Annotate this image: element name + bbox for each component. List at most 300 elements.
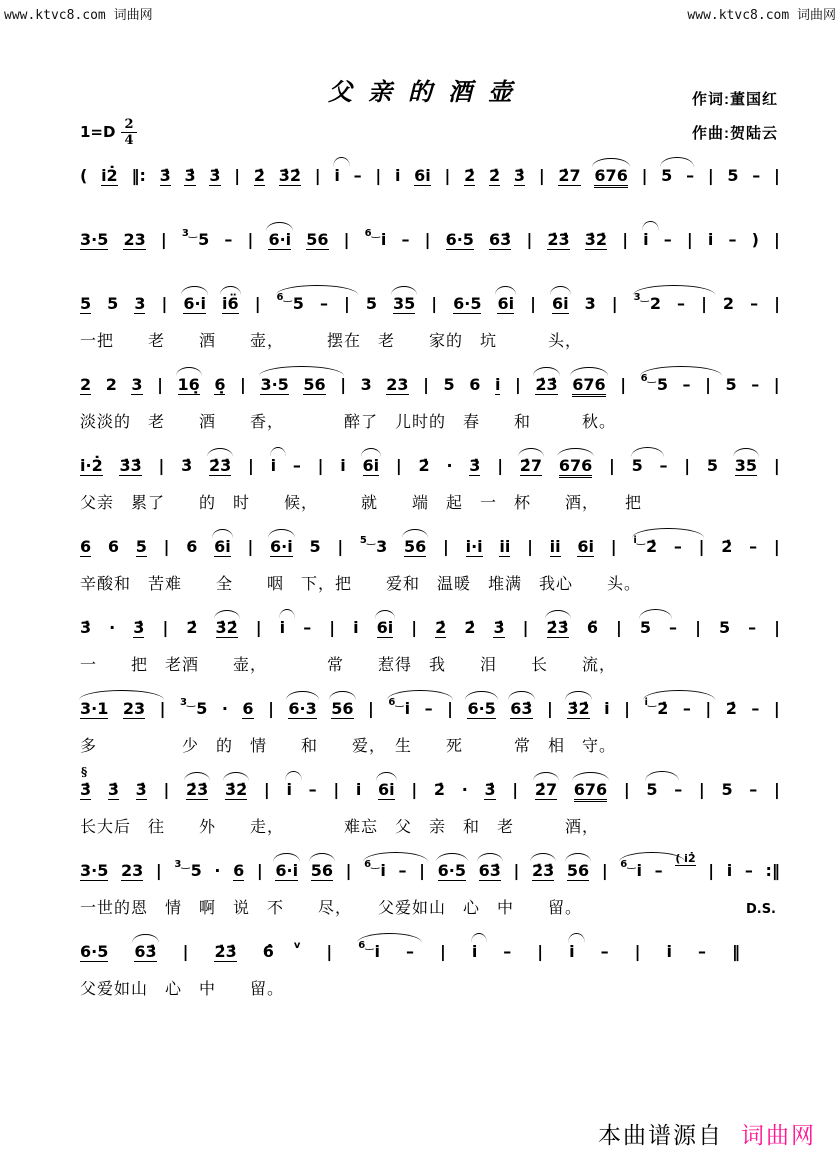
music-token: $^{6‿}$i: [388, 697, 411, 718]
music-token: –: [677, 294, 686, 313]
music-token: 56: [331, 699, 354, 718]
music-token: 5: [646, 780, 658, 799]
music-token: –: [303, 618, 312, 637]
music-row: [80, 156, 780, 198]
music-token: |: [240, 375, 246, 394]
music-token: 6i: [362, 456, 380, 475]
grace-note: 3‿: [181, 228, 198, 239]
footer-credit-text: 本曲谱源自: [598, 1122, 723, 1148]
music-token: |: [530, 294, 536, 313]
lyric-row: [80, 652, 780, 675]
music-token: |: [248, 456, 254, 475]
music-token: |: [623, 780, 630, 799]
music-token: ‖: [731, 942, 740, 961]
lyric-row: [80, 490, 780, 513]
music-token: |: [522, 618, 529, 637]
grace-note: 3‿: [179, 697, 196, 708]
grace-note: 6‿: [364, 228, 380, 239]
key-signature: [80, 118, 137, 147]
music-token: 6: [186, 537, 198, 556]
music-token: 6·5: [453, 294, 482, 313]
music-token: 3·5: [260, 375, 289, 394]
grace-note: 6‿: [358, 940, 374, 951]
music-token: |: [419, 861, 425, 880]
music-token: |: [343, 230, 350, 249]
music-token: 2̇: [433, 780, 445, 799]
lyric-text: 辛酸和 苦难 全 咽 下，把 爱和 温暖 堆满 我心 头。: [80, 576, 642, 593]
music-token: 6i: [378, 780, 395, 799]
music-token: 676: [574, 782, 607, 802]
music-token: 3̇: [80, 618, 92, 637]
score-line: [80, 284, 780, 351]
grace-note: i‿: [644, 697, 657, 708]
music-token: –: [292, 456, 301, 475]
music-token: |: [527, 537, 533, 556]
music-token: |: [439, 942, 446, 961]
music-token: |: [514, 375, 521, 394]
lyric-row: [80, 814, 780, 837]
music-token: –: [744, 861, 753, 880]
music-token: –: [224, 230, 233, 249]
music-token: i: [707, 230, 714, 249]
score-line: [80, 446, 780, 513]
music-token: 5: [721, 780, 733, 799]
music-token: $^{6‿}$i: [620, 859, 643, 880]
music-token: ·: [461, 780, 468, 799]
music-token: |: [708, 861, 715, 880]
music-token: i: [726, 861, 733, 880]
music-token: $^{3‿}$5: [181, 228, 210, 249]
music-token: 5: [727, 166, 739, 185]
lyric-text: 多 少 的 情 和 爱， 生 死 常 相 守。: [80, 738, 617, 755]
music-token: |: [616, 618, 622, 637]
music-token: |: [641, 166, 648, 185]
score-line: [80, 689, 780, 756]
music-token: 5: [718, 618, 731, 637]
music-token: |: [268, 699, 274, 718]
music-token: 2̇: [186, 618, 198, 637]
music-token: ·: [446, 456, 453, 475]
music-token: –: [424, 699, 433, 718]
music-token: 3̇3̇: [119, 456, 142, 475]
music-token: 6·i: [183, 294, 207, 313]
ds-mark: D.S.: [745, 902, 776, 917]
music-token: 2: [722, 294, 735, 313]
music-token: 6i: [214, 537, 231, 556]
music-token: 3̇: [493, 618, 505, 637]
music-token: 2̇3̇: [214, 942, 237, 961]
music-token: 23: [386, 375, 409, 394]
music-token: |: [423, 375, 429, 394]
music-row: [80, 527, 780, 569]
music-token: $^{6‿}$i: [364, 228, 387, 249]
music-token: 3̇2̇: [215, 618, 238, 637]
score-line: [80, 220, 780, 262]
music-token: $^{i‿}$2̇: [644, 697, 669, 718]
music-token: 2̇7: [534, 780, 558, 799]
music-token: |: [684, 456, 691, 475]
music-token: |: [234, 166, 241, 185]
watermark-top-right: www.ktvc8.com 词曲网: [687, 8, 836, 23]
music-token: $^{3‿}$5: [174, 859, 202, 880]
music-token: i: [604, 699, 610, 718]
music-token: –: [319, 294, 328, 313]
music-token: –: [682, 699, 691, 718]
music-token: –: [401, 230, 410, 249]
music-token: 3·5: [80, 230, 109, 249]
music-token: ii: [499, 537, 511, 556]
music-token: |: [773, 780, 780, 799]
music-token: $^{5‿}$3: [359, 535, 388, 556]
music-token: 5: [706, 456, 719, 475]
music-token: |: [773, 537, 780, 556]
grace-note: 3‿: [633, 292, 649, 303]
music-token: 2̇3̇: [535, 375, 558, 394]
music-token: |: [326, 942, 333, 961]
music-token: 6·5: [467, 699, 496, 718]
lyric-text: 父亲 累了 的 时 候， 就 端 起 一 杯 酒， 把: [80, 495, 643, 512]
music-token: 6·i: [270, 537, 293, 556]
music-token: 6: [242, 699, 254, 718]
music-token: |: [375, 166, 382, 185]
music-token: 3̇2̇: [584, 230, 608, 249]
music-token: |: [695, 618, 701, 637]
music-token: 6: [469, 375, 481, 394]
music-token: |: [773, 699, 780, 718]
music-token: 3̇: [184, 166, 196, 185]
music-row: [80, 689, 780, 731]
music-token: 2̇: [253, 166, 265, 185]
music-token: –: [686, 166, 695, 185]
lyric-row: [80, 733, 780, 756]
music-token: i: [494, 375, 501, 394]
music-token: 3̇: [513, 166, 526, 185]
music-token: |: [431, 294, 438, 313]
music-token: ( i2̇: [675, 852, 696, 865]
music-token: 2̇7: [519, 456, 543, 475]
music-token: 6·i: [268, 230, 292, 249]
lyric-text: 一 把 老酒 壶， 常 惹得 我 泪 长 流，: [80, 657, 617, 674]
lyric-row: [80, 976, 780, 999]
music-token: i: [471, 942, 478, 961]
music-token: 2̇: [725, 699, 737, 718]
music-token: 5: [80, 294, 92, 313]
music-token: |: [345, 861, 352, 880]
lyric-row: [80, 571, 780, 594]
music-token: 6·i: [275, 861, 299, 880]
music-token: ‖:: [131, 166, 146, 185]
music-token: |: [444, 166, 451, 185]
music-token: i: [666, 942, 672, 961]
music-token: :‖: [765, 861, 780, 880]
music-token: 2̇7: [558, 166, 581, 185]
music-token: |: [609, 456, 615, 475]
music-token: i2̇: [101, 166, 118, 185]
music-token: 6i: [577, 537, 594, 556]
music-token: 23: [123, 230, 146, 249]
music-token: –: [308, 780, 317, 799]
music-token: $^{6‿}$5: [276, 292, 304, 313]
music-token: 2: [80, 375, 92, 394]
music-token: 676: [572, 377, 605, 397]
music-token: |: [159, 699, 166, 718]
music-token: |: [443, 537, 449, 556]
music-token: |: [698, 780, 705, 799]
music-token: 5: [309, 537, 321, 556]
lyric-row: [80, 895, 780, 918]
score-line: [80, 765, 780, 837]
music-token: 2̇: [435, 618, 447, 637]
lyric-text: 一把 老 酒 壶， 摆在 老 家的 坑 头，: [80, 333, 583, 350]
music-token: 3̇: [135, 780, 147, 799]
music-token: $^{3‿}$2: [633, 292, 662, 313]
segno-sign: §: [81, 765, 88, 779]
music-token: |: [424, 230, 431, 249]
time-signature-numerator: 2: [124, 117, 134, 132]
score-line: [80, 527, 780, 594]
music-token: 5: [135, 537, 147, 556]
music-token: i: [353, 618, 359, 637]
music-token: § 3̇: [80, 765, 92, 799]
music-token: 2̇3̇: [547, 230, 570, 249]
music-token: 2̇: [464, 166, 476, 185]
music-token: 63̇: [489, 230, 512, 249]
music-token: $^{i‿}$2̇: [633, 535, 658, 556]
music-token: 6·5: [437, 861, 466, 880]
music-token: 5: [661, 166, 673, 185]
lyricist-credit: 作词:董国红: [692, 91, 778, 108]
music-token: 56: [566, 861, 590, 880]
lyric-text: 一世的恩 情 啊 说 不 尽， 父爱如山 心 中 留。: [80, 900, 583, 917]
music-token: i: [643, 230, 649, 249]
music-token: 5: [725, 375, 737, 394]
lyric-text: 长大后 往 外 走， 难忘 父 亲 和 老 酒，: [80, 819, 600, 836]
music-token: |: [611, 294, 618, 313]
time-signature-denominator: 4: [121, 132, 136, 148]
music-token: |: [256, 861, 263, 880]
music-token: 3̇: [181, 456, 193, 475]
music-token: 56: [303, 375, 326, 394]
music-token: i6̈: [222, 294, 239, 313]
music-token: –: [749, 537, 758, 556]
score-line: [80, 608, 780, 675]
music-token: 3: [131, 375, 143, 394]
music-token: –: [674, 780, 683, 799]
music-row: [80, 365, 780, 407]
key-label: 1=D: [80, 123, 116, 142]
watermark-top-left: www.ktvc8.com 词曲网: [4, 8, 153, 23]
music-token: –: [751, 375, 760, 394]
grace-note: 6‿: [388, 697, 404, 708]
music-token: 2̇: [489, 166, 501, 185]
music-token: 3̇: [484, 780, 496, 799]
music-token: |: [160, 230, 167, 249]
music-token: i: [355, 780, 362, 799]
music-row: [80, 851, 780, 893]
music-token: 2̇: [721, 537, 733, 556]
music-token: 2̇: [464, 618, 476, 637]
music-token: 2: [105, 375, 117, 394]
footer-site-link[interactable]: 词曲网: [741, 1122, 816, 1148]
music-token: –: [749, 780, 758, 799]
music-token: 6: [80, 537, 92, 556]
time-signature: [121, 118, 136, 147]
music-token: i: [334, 166, 340, 185]
music-token: |: [247, 230, 254, 249]
music-token: 56: [404, 537, 427, 556]
music-token: i: [286, 780, 292, 799]
music-token: |: [163, 780, 170, 799]
music-token: |: [620, 375, 627, 394]
music-token: |: [705, 699, 712, 718]
music-token: i: [340, 456, 346, 475]
music-token: –: [659, 456, 668, 475]
music-token: |: [411, 618, 418, 637]
music-token: 56: [306, 230, 329, 249]
score-line: [80, 156, 780, 198]
music-token: |: [624, 699, 630, 718]
music-token: |: [513, 861, 520, 880]
music-token: |: [701, 294, 707, 313]
music-token: 3̇: [209, 166, 221, 185]
music-token: 2̇3̇: [546, 618, 569, 637]
music-token: |: [601, 861, 608, 880]
music-row: [80, 284, 780, 326]
music-row: [80, 220, 780, 262]
music-token: –: [353, 166, 362, 185]
music-token: |: [774, 294, 780, 313]
footer-credit: [598, 1117, 816, 1150]
grace-note: 5‿: [359, 535, 376, 546]
music-token: 5: [639, 618, 652, 637]
music-token: 56: [310, 861, 333, 880]
music-token: 3·1: [80, 699, 109, 718]
music-token: $^{6‿}$5: [640, 373, 668, 394]
music-token: –: [752, 166, 761, 185]
music-token: 5: [365, 294, 377, 313]
music-token: –: [682, 375, 691, 394]
music-token: i·i: [465, 537, 483, 556]
music-token: –: [669, 618, 678, 637]
music-token: i: [279, 618, 286, 637]
music-token: –: [654, 861, 663, 880]
music-token: 3: [584, 294, 596, 313]
grace-note: 6‿: [364, 859, 380, 870]
music-token: |: [622, 230, 629, 249]
music-token: –: [600, 942, 609, 961]
music-token: –: [673, 537, 682, 556]
music-token: $^{6‿}$i: [358, 940, 380, 961]
score-line: [80, 365, 780, 432]
grace-note: 6‿: [640, 373, 656, 384]
music-token: |: [368, 699, 374, 718]
music-token: |: [155, 861, 162, 880]
music-token: 3: [134, 294, 146, 313]
music-token: ·: [221, 699, 228, 718]
music-token: $^{3‿}$5: [179, 697, 208, 718]
music-token: (: [80, 166, 88, 185]
music-token: 3̇2̇: [567, 699, 590, 718]
music-token: ·: [214, 861, 221, 880]
music-token: |: [526, 230, 533, 249]
composer-credit: 作曲:贺陆云: [692, 125, 778, 142]
music-token: 2̇: [418, 456, 430, 475]
music-token: 63̇: [478, 861, 501, 880]
music-token: 3: [360, 375, 372, 394]
score-line: [80, 932, 780, 999]
page-title: 父亲的酒壶: [328, 77, 528, 106]
music-token: –: [503, 942, 512, 961]
grace-note: 3‿: [174, 859, 190, 870]
music-token: 35: [734, 456, 758, 475]
music-row: [80, 932, 740, 974]
music-token: |: [333, 780, 340, 799]
music-token: 6̈: [586, 618, 598, 637]
music-token: 16̣: [177, 375, 200, 394]
music-token: i·2̇: [80, 456, 103, 475]
music-token: |: [547, 699, 553, 718]
music-token: |: [395, 456, 402, 475]
music-token: |: [497, 456, 504, 475]
music-token: ·: [109, 618, 116, 637]
score-body: [0, 150, 840, 999]
music-token: i: [394, 166, 401, 185]
music-token: 63̇: [134, 942, 157, 961]
music-token: 676: [559, 458, 592, 478]
music-token: |: [314, 166, 321, 185]
music-token: i: [569, 942, 575, 961]
music-token: |: [707, 166, 714, 185]
music-token: |: [163, 537, 170, 556]
music-token: 6·5: [445, 230, 474, 249]
music-token: –: [748, 618, 757, 637]
music-token: |: [157, 375, 163, 394]
music-token: –: [728, 230, 737, 249]
music-token: 3̇: [133, 618, 145, 637]
music-token: |: [705, 375, 711, 394]
music-row: [80, 765, 780, 812]
music-token: |: [343, 294, 350, 313]
music-token: 3̇: [469, 456, 481, 475]
music-token: 6i: [497, 294, 515, 313]
music-token: –: [750, 294, 759, 313]
music-token: 23: [122, 699, 146, 718]
grace-note: 6‿: [620, 859, 636, 870]
lyric-text: 淡淡的 老 酒 香， 醉了 儿时的 春 和 秋。: [80, 414, 617, 431]
music-token: ): [751, 230, 759, 249]
music-token: 6i: [414, 166, 431, 185]
music-token: |: [447, 699, 453, 718]
music-token: 5: [631, 456, 643, 475]
music-token: |: [158, 456, 165, 475]
music-token: 3̇2̇: [224, 780, 248, 799]
music-token: $^{6‿}$i: [364, 859, 386, 880]
music-token: |: [182, 942, 189, 961]
music-token: |: [411, 780, 418, 799]
music-token: |: [317, 456, 324, 475]
lyric-row: [80, 328, 780, 351]
music-token: |: [340, 375, 347, 394]
music-token: |: [329, 618, 336, 637]
music-token: i: [270, 456, 277, 475]
music-token: |: [774, 618, 780, 637]
music-token: ii: [549, 537, 561, 556]
music-token: |: [773, 375, 780, 394]
music-row: [80, 608, 780, 650]
music-token: v: [293, 940, 301, 951]
music-token: 676: [594, 168, 627, 188]
music-token: |: [610, 537, 617, 556]
